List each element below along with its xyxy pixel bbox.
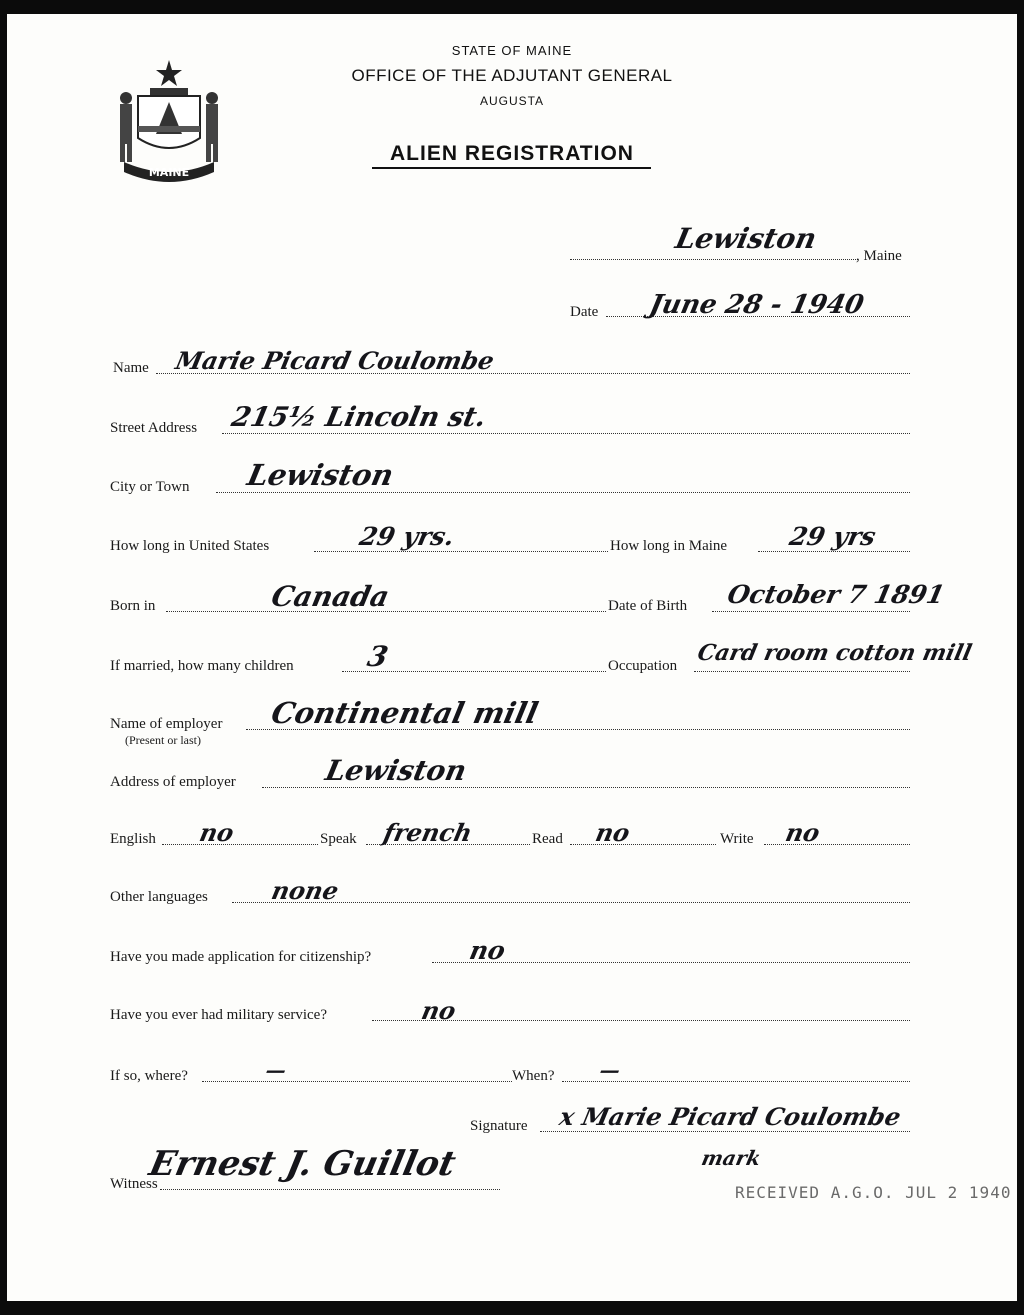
witness-label: Witness [110,1176,158,1192]
children-label: If married, how many children [110,658,294,674]
maine-label: , Maine [856,248,902,264]
date-value: June 28 - 1940 [646,290,867,320]
children-value: 3 [364,640,391,673]
citizenship-line [432,962,910,963]
employer-address-value: Lewiston [322,754,470,787]
other-languages-value: none [268,876,342,905]
signature-mark: mark [699,1146,764,1170]
employer-address-label: Address of employer [110,774,236,790]
signature-label: Signature [470,1118,528,1134]
employer-address-line [262,787,910,788]
city-value: Lewiston [244,458,397,492]
write-label: Write [720,831,754,847]
read-line [570,844,716,845]
signature-value: x Marie Picard Coulombe [556,1102,904,1131]
place-value: Lewiston [672,222,820,255]
street-address-line [222,433,910,434]
born-in-value: Canada [268,580,393,613]
name-label: Name [113,360,149,376]
date-of-birth-label: Date of Birth [608,598,688,614]
witness-value: Ernest J. Guillot [145,1144,460,1184]
citizenship-value: no [466,936,508,965]
military-label: Have you ever had military service? [110,1007,327,1023]
place-line [570,259,858,260]
street-address-value: 215½ Lincoln st. [228,402,489,433]
occupation-label: Occupation [608,658,678,674]
born-in-label: Born in [110,598,156,614]
header-city: AUGUSTA [479,94,545,108]
citizenship-label: Have you made application for citizenship? [110,949,372,965]
header-state: STATE OF MAINE [451,43,573,58]
write-value: no [782,818,823,847]
signature-line [540,1131,910,1132]
scan-border-top [0,0,1024,14]
form-title: ALIEN REGISTRATION [390,142,634,165]
military-value: no [418,996,459,1025]
read-label: Read [532,831,563,847]
if-so-where-label: If so, where? [110,1068,188,1084]
how-long-us-line [314,551,608,552]
how-long-maine-label: How long in Maine [610,538,728,554]
witness-line [160,1189,500,1190]
occupation-line [694,671,910,672]
occupation-value: Card room cotton mill [695,640,975,666]
name-value: Marie Picard Coulombe [172,346,497,375]
scan-border-bottom [0,1301,1024,1315]
english-value: no [196,818,237,847]
speak-label: Speak [320,831,357,847]
if-so-where-line [202,1081,512,1082]
when-value: — [597,1058,623,1082]
date-of-birth-value: October 7 1891 [724,580,948,609]
other-languages-label: Other languages [110,889,208,905]
header-office: OFFICE OF THE ADJUTANT GENERAL [351,66,673,85]
seal-text: MAINE [148,166,190,179]
how-long-us-label: How long in United States [110,538,270,554]
speak-value: french [380,818,475,847]
read-value: no [592,818,633,847]
date-label: Date [570,304,599,320]
english-line [162,844,318,845]
how-long-maine-value: 29 yrs [786,522,879,551]
born-in-line [166,611,606,612]
employer-name-sublabel: (Present or last) [125,733,201,747]
scan-border-right [1017,0,1024,1315]
english-label: English [110,831,156,847]
received-stamp: RECEIVED A.G.O. JUL 2 1940 [735,1183,1012,1202]
street-address-label: Street Address [110,420,198,436]
city-line [216,492,910,493]
employer-name-label: Name of employer [110,716,223,732]
scan-border-left [0,0,7,1315]
employer-name-value: Continental mill [268,696,542,730]
date-of-birth-line [712,611,910,612]
when-label: When? [512,1068,555,1084]
how-long-maine-line [758,551,910,552]
if-so-where-value: — [263,1058,289,1082]
city-label: City or Town [110,479,190,495]
how-long-us-value: 29 yrs. [356,522,458,551]
title-underline [372,167,651,169]
